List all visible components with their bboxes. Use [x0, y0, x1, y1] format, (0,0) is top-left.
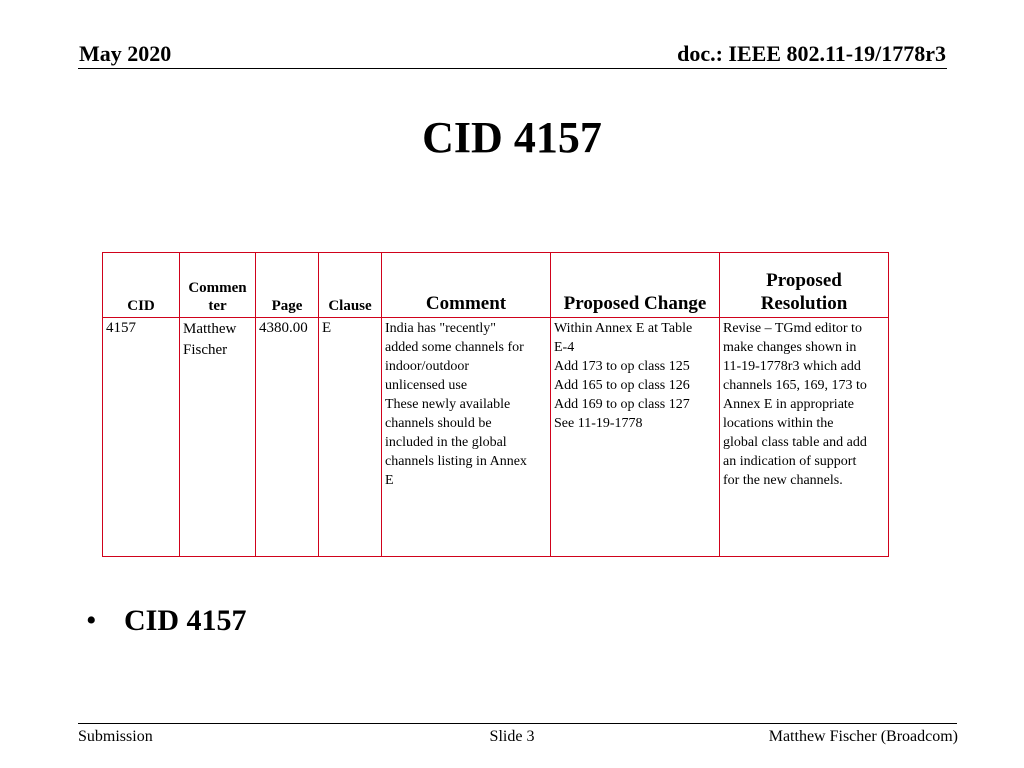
page-value: 4380.00	[259, 320, 308, 336]
header-clause-label: Clause	[328, 298, 372, 315]
bullet-item	[86, 604, 247, 638]
cell-clause	[319, 318, 382, 557]
header-commenter-line2: ter	[208, 298, 227, 315]
resolution-line: global class table and add	[723, 435, 867, 450]
comment-line: included in the global	[385, 435, 507, 450]
header-comment-label: Comment	[425, 293, 507, 315]
header-resolution-line2: Resolution	[760, 293, 848, 315]
comment-line: E	[385, 473, 394, 488]
cell-commenter	[180, 318, 256, 557]
header-commenter	[180, 253, 256, 318]
header-divider	[78, 68, 947, 69]
comment-line: These newly available	[385, 397, 511, 412]
slide-title: CID 4157	[422, 113, 602, 162]
header-resolution-line1: Proposed	[766, 269, 842, 291]
clause-value: E	[322, 320, 332, 336]
proposed-change-line: Within Annex E at Table	[554, 321, 693, 336]
proposed-change-line: E-4	[554, 340, 575, 355]
header-page	[256, 253, 319, 318]
cell-proposed-resolution	[720, 318, 889, 557]
header-proposed-resolution	[720, 253, 889, 318]
resolution-line: Annex E in appropriate	[723, 397, 855, 412]
table-row	[103, 318, 889, 557]
commenter-line2: Fischer	[183, 342, 228, 358]
resolution-line: channels 165, 169, 173 to	[723, 378, 867, 393]
resolution-line: Revise – TGmd editor to	[723, 321, 862, 336]
resolution-line: make changes shown in	[723, 340, 857, 355]
comment-line: channels should be	[385, 416, 492, 431]
cid-value: 4157	[106, 320, 136, 336]
cell-page	[256, 318, 319, 557]
commenter-line1: Matthew	[183, 321, 237, 337]
header-page-label: Page	[271, 298, 303, 315]
header-commenter-line1: Commen	[188, 279, 247, 296]
cell-cid	[103, 318, 180, 557]
resolution-line: an indication of support	[723, 454, 857, 469]
comment-table	[102, 252, 889, 557]
comment-line: India has "recently"	[385, 321, 496, 336]
proposed-change-line: Add 165 to op class 126	[554, 378, 690, 393]
footer-author: Matthew Fischer (Broadcom)	[768, 728, 958, 745]
header-cid	[103, 253, 180, 318]
header-proposed-change	[551, 253, 720, 318]
bullet-text: CID 4157	[124, 604, 247, 637]
proposed-change-line: Add 173 to op class 125	[554, 359, 690, 374]
header-cid-label: CID	[127, 298, 155, 315]
comment-line: unlicensed use	[385, 378, 468, 393]
proposed-change-line: Add 169 to op class 127	[554, 397, 690, 412]
bullet-dot: •	[86, 604, 97, 637]
comment-line: added some channels for	[385, 340, 524, 355]
header-comment	[382, 253, 551, 318]
cell-proposed-change	[551, 318, 720, 557]
footer-slide-number: Slide 3	[489, 728, 535, 745]
table-header-row	[103, 253, 889, 318]
header-clause	[319, 253, 382, 318]
footer-submission: Submission	[78, 728, 153, 745]
header-date: May 2020	[79, 41, 172, 66]
resolution-line: for the new channels.	[723, 473, 843, 488]
comment-line: channels listing in Annex	[385, 454, 527, 469]
comment-line: indoor/outdoor	[385, 359, 469, 374]
header-doc-id: doc.: IEEE 802.11-19/1778r3	[677, 41, 946, 66]
resolution-line: 11-19-1778r3 which add	[723, 359, 861, 374]
cell-comment	[382, 318, 551, 557]
header-proposed-change-label: Proposed Change	[563, 293, 707, 315]
footer-divider	[78, 723, 957, 724]
proposed-change-line: See 11-19-1778	[554, 416, 643, 431]
resolution-line: locations within the	[723, 416, 834, 431]
